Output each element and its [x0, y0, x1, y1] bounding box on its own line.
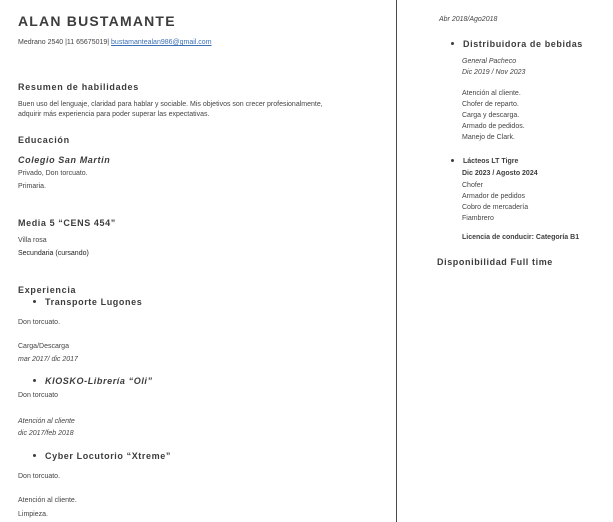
job-2-title: KIOSKO-Librería “Oli”: [33, 376, 153, 386]
experience-heading: Experiencia: [18, 285, 77, 295]
prev-job-dates: Abr 2018/Ago2018: [439, 16, 498, 23]
applicant-name: ALAN BUSTAMANTE: [18, 13, 176, 29]
email-link[interactable]: bustamantealan986@gmail.com: [111, 39, 212, 46]
contact-address-phone: Medrano 2540 |11 65675019|: [18, 39, 112, 46]
job-4-title: Distribuidora de bebidas: [451, 39, 583, 49]
job-4-duty-3: Carga y descarga.: [462, 112, 520, 119]
job-5-title: Lácteos LT Tigre: [451, 158, 518, 165]
job-3-title: Cyber Locutorio “Xtreme”: [33, 451, 171, 461]
school-1-detail: Privado, Don torcuato.: [18, 170, 88, 177]
availability: Disponibilidad Full time: [437, 257, 553, 267]
job-3-location: Don torcuato.: [18, 473, 61, 480]
job-2-duty: Atención al cliente: [18, 418, 75, 425]
bullet-icon: [451, 42, 454, 45]
contact-line: [18, 39, 212, 46]
job-1-title: Transporte Lugones: [33, 297, 142, 307]
job-5-duty-2: Armador de pedidos: [462, 193, 526, 200]
bullet-icon: [33, 379, 36, 382]
job-1-dates: mar 2017/ dic 2017: [18, 356, 78, 363]
job-4-duty-5: Manejo de Clark.: [462, 134, 515, 141]
bullet-icon: [33, 300, 36, 303]
school-1-name: Colegio San Martin: [18, 155, 111, 165]
skills-line-2: adquirir más experiencia para poder superar las expectativas.: [18, 111, 210, 118]
skills-line-1: Buen uso del lenguaje, claridad para hablar y sociable. Mis objetivos son crecer profesionalmente,: [18, 101, 323, 108]
job-4-duty-4: Armado de pedidos.: [462, 123, 525, 130]
school-2-name: Media 5 “CENS 454”: [18, 218, 116, 228]
job-2-location: Don torcuato: [18, 392, 59, 399]
skills-heading: Resumen de habilidades: [18, 82, 139, 92]
job-1-location: Don torcuato.: [18, 319, 61, 326]
job-4-duty-1: Atención al cliente.: [462, 90, 521, 97]
job-5-dates: Dic 2023 / Agosto 2024: [462, 170, 538, 177]
school-1-level: Primaria.: [18, 183, 47, 190]
education-heading: Educación: [18, 135, 70, 145]
job-4-location: General Pacheco: [462, 58, 517, 65]
bullet-icon: [451, 159, 454, 162]
bullet-icon: [33, 454, 36, 457]
school-2-level: Secundaria (cursando): [18, 250, 89, 257]
column-divider: [396, 0, 397, 522]
job-3-duty-2: Limpieza.: [18, 511, 48, 518]
job-1-duty: Carga/Descarga: [18, 343, 69, 350]
job-3-duty-1: Atención al cliente.: [18, 497, 77, 504]
job-2-dates: dic 2017/feb 2018: [18, 430, 74, 437]
driver-license: Licencia de conducir: Categoría B1: [462, 234, 580, 241]
job-5-duty-4: Fiambrero: [462, 215, 494, 222]
job-4-duty-2: Chofer de reparto.: [462, 101, 519, 108]
job-4-dates: Dic 2019 / Nov 2023: [462, 69, 526, 76]
job-5-duty-1: Chofer: [462, 182, 484, 189]
school-2-detail: Villa rosa: [18, 237, 47, 244]
job-5-duty-3: Cobro de mercadería: [462, 204, 529, 211]
